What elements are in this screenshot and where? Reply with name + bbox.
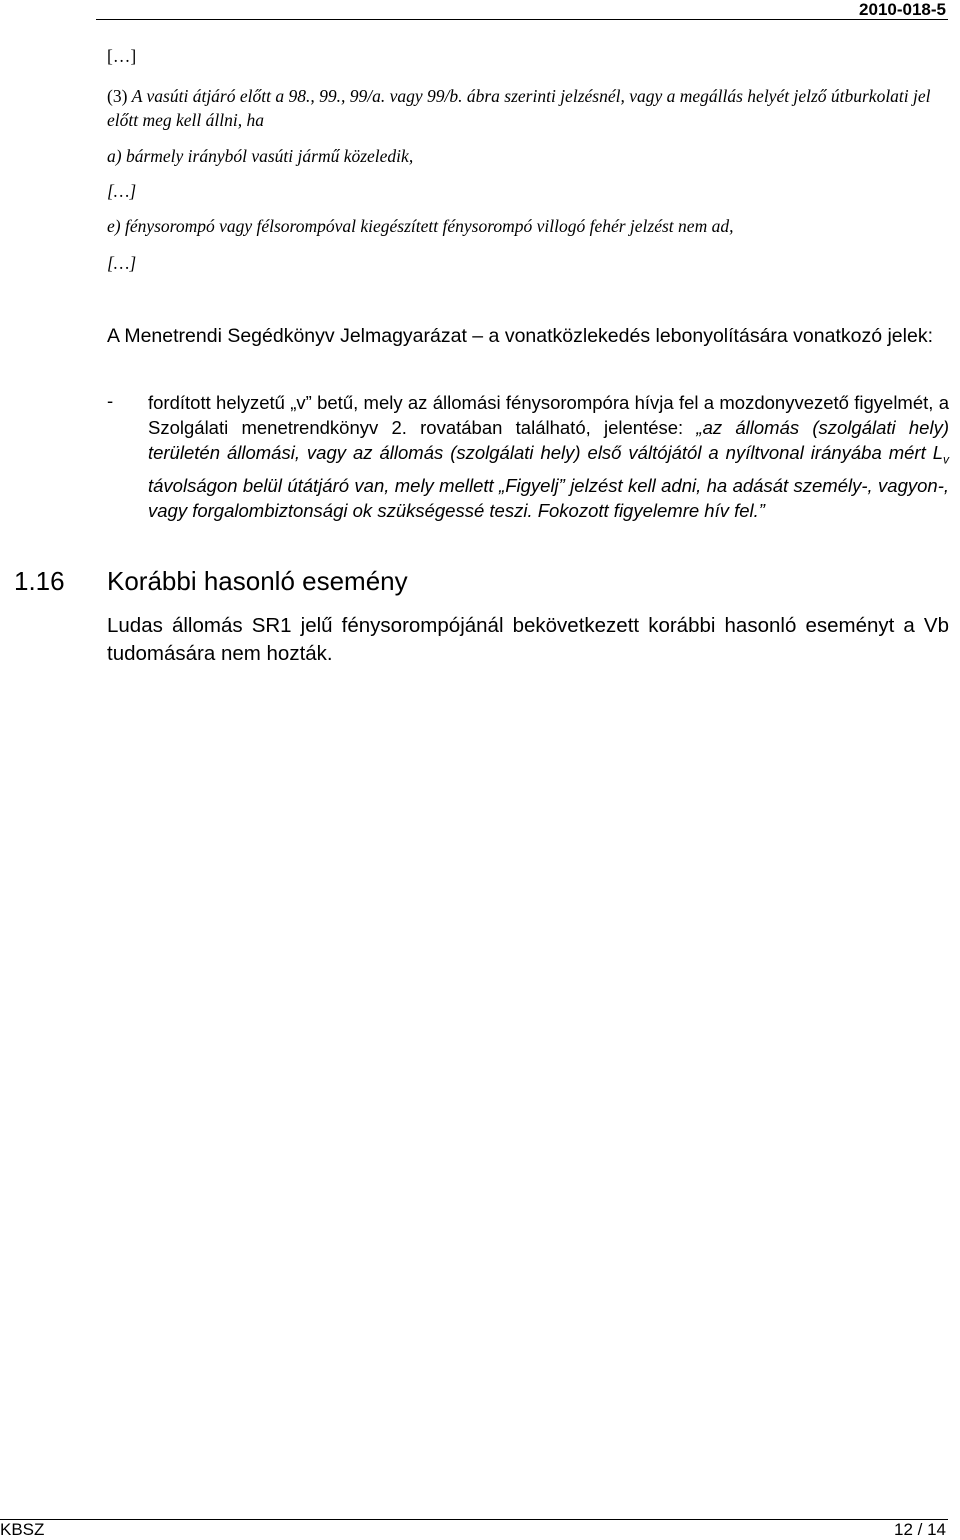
quote-ellipsis-mid: […] xyxy=(107,181,137,201)
quote-item-e: e) fénysorompó vagy félsorompóval kiegészített fénysorompó villogó fehér jelzést nem ad, xyxy=(107,216,734,236)
header-divider xyxy=(96,19,948,20)
page-number: 12 / 14 xyxy=(894,1520,946,1539)
quote-item-a: a) bármely irányból vasúti jármű közeledik, xyxy=(107,146,414,166)
footer-org: KBSZ xyxy=(0,1520,45,1539)
section-title: Korábbi hasonló esemény xyxy=(107,566,408,596)
bullet-text-normal: fordított helyzetű „v” betű, mely az állomási fénysorompóra hívja fel a mozdonyvezető figyelmét, a Szolgálati menetrendkönyv 2. rovatában található, jelentése: xyxy=(148,392,949,438)
quote-paragraph-3: (3) A vasúti átjáró előtt a 98., 99., 99/a. vagy 99/b. ábra szerinti jelzésnél, vagy a megállás helyét jelző útburkolati jel előtt meg kell állni, ha xyxy=(107,86,931,130)
bullet-subscript: v xyxy=(943,452,949,467)
section-number: 1.16 xyxy=(14,566,65,596)
section-body: Ludas állomás SR1 jelű fénysorompójánál bekövetkezett korábbi hasonló eseményt a Vb tudomására nem hozták. xyxy=(107,614,949,665)
bullet-text-italic-1: „az állomás (szolgálati hely) területén állomási, vagy az állomás (szolgálati hely) első váltójától a nyíltvonal irányába mért L xyxy=(148,417,949,463)
quote-ellipsis-top: […] xyxy=(107,46,137,66)
legend-intro: A Menetrendi Segédkönyv Jelmagyarázat – a vonatközlekedés lebonyolítására vonatkozó jelek: xyxy=(107,325,933,347)
bullet-text xyxy=(148,390,949,523)
quote-ellipsis-end: […] xyxy=(107,253,137,273)
footer-divider xyxy=(0,1519,948,1520)
document-id: 2010-018-5 xyxy=(859,0,946,19)
bullet-text-italic-2: távolságon belül útátjáró van, mely mellett „Figyelj” jelzést kell adni, ha adását személy-, vagyon-, vagy forgalombiztonsági ok szükségessé teszi. Fokozott figyelemre hív fel.” xyxy=(148,474,949,521)
quote-paragraph-3-text: A vasúti átjáró előtt a 98., 99., 99/a. vagy 99/b. ábra szerinti jelzésnél, vagy a megállás helyét jelző útburkolati jel előtt meg kell állni, ha xyxy=(107,86,931,130)
bullet-dash: - xyxy=(107,390,114,411)
